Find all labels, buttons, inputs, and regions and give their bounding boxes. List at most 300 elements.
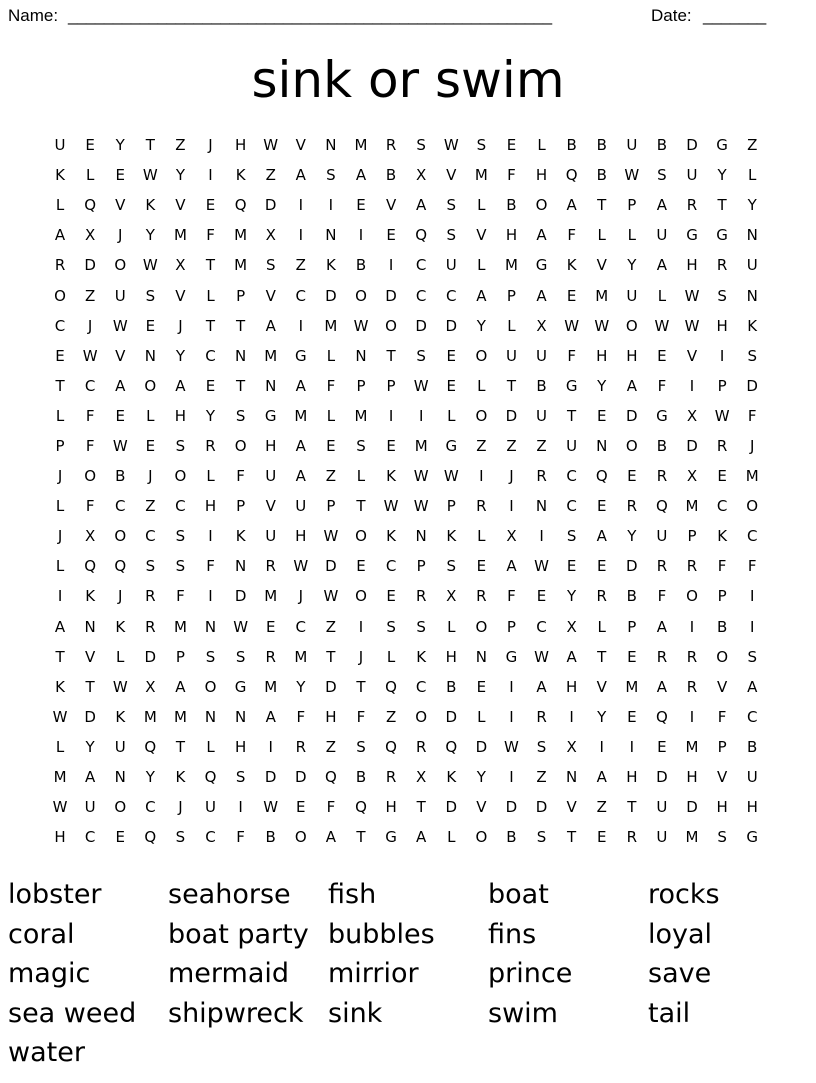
grid-letter: M	[625, 677, 639, 696]
grid-letter: L	[477, 196, 486, 215]
grid-letter: O	[686, 587, 698, 606]
grid-letter: J	[87, 316, 93, 335]
grid-letter: R	[145, 587, 156, 606]
grid-letter: A	[536, 286, 547, 305]
grid-letter: M	[354, 406, 368, 425]
grid-letter: K	[85, 587, 96, 606]
grid-letter: X	[536, 316, 547, 335]
grid-letter: O	[234, 436, 247, 455]
grid-letter: B	[446, 677, 457, 696]
grid-letter: M	[53, 768, 67, 787]
grid-letter: A	[566, 196, 577, 215]
grid-letter: P	[416, 557, 426, 576]
grid-letter: Y	[175, 166, 185, 185]
grid-letter: K	[145, 196, 156, 215]
grid-letter: M	[745, 467, 759, 486]
grid-letter: V	[115, 346, 126, 365]
grid-letter: P	[326, 497, 336, 516]
grid-letter: C	[205, 828, 216, 847]
grid-letter: I	[298, 316, 304, 335]
grid-letter: C	[145, 798, 156, 817]
grid-letter: B	[385, 166, 397, 185]
grid-letter: E	[145, 316, 156, 335]
grid-letter: Z	[325, 617, 337, 636]
grid-letter: B	[265, 828, 276, 847]
grid-letter: F	[747, 406, 757, 425]
grid-letter: E	[386, 587, 396, 606]
grid-letter: I	[388, 256, 394, 275]
grid-letter: A	[175, 376, 186, 395]
grid-letter: E	[446, 376, 456, 395]
grid-letter: A	[596, 768, 607, 787]
grid-letter: Q	[84, 196, 97, 215]
grid-letter: S	[386, 617, 396, 636]
grid-letter: I	[298, 196, 304, 215]
grid-letter: N	[204, 707, 217, 726]
grid-letter: L	[85, 166, 95, 185]
grid-letter: M	[234, 226, 248, 245]
grid-letter: R	[686, 677, 698, 696]
grid-letter: A	[656, 617, 668, 636]
grid-letter: T	[627, 798, 637, 817]
grid-letter: Q	[324, 768, 337, 787]
grid-letter: K	[416, 647, 427, 666]
grid-letter: C	[295, 286, 307, 305]
grid-letter: S	[717, 286, 727, 305]
grid-letter: U	[84, 798, 96, 817]
grid-letter: U	[205, 798, 216, 817]
grid-letter: S	[175, 527, 186, 546]
grid-letter: N	[325, 226, 337, 245]
grid-letter: I	[689, 617, 695, 636]
grid-letter: W	[112, 436, 128, 455]
grid-letter: X	[416, 166, 427, 185]
grid-letter: I	[749, 617, 755, 636]
grid-letter: F	[236, 467, 245, 486]
grid-letter: F	[326, 376, 336, 395]
grid-letter: F	[326, 798, 336, 817]
grid-letter: E	[386, 226, 396, 245]
grid-letter: R	[145, 617, 156, 636]
grid-letter: D	[626, 406, 638, 425]
grid-letter: P	[687, 527, 697, 546]
grid-letter: F	[747, 557, 757, 576]
grid-letter: K	[566, 256, 577, 275]
grid-letter: B	[506, 196, 517, 215]
grid-letter: S	[536, 737, 547, 756]
grid-letter: Y	[597, 707, 607, 726]
grid-letter: A	[295, 436, 306, 455]
grid-letter: D	[656, 768, 668, 787]
grid-letter: S	[235, 768, 246, 787]
grid-letter: D	[686, 436, 698, 455]
grid-letter: F	[296, 707, 306, 726]
grid-letter: I	[298, 226, 304, 245]
grid-letter: N	[234, 346, 247, 365]
grid-letter: E	[115, 828, 125, 847]
grid-letter: E	[596, 406, 607, 425]
grid-letter: V	[686, 346, 698, 365]
grid-letter: W	[413, 376, 429, 395]
grid-letter: I	[208, 587, 213, 606]
grid-letter: R	[295, 737, 307, 756]
grid-letter: N	[144, 346, 156, 365]
grid-letter: V	[476, 798, 487, 817]
grid-letter: V	[115, 196, 126, 215]
grid-letter: S	[536, 828, 547, 847]
grid-letter: Y	[145, 226, 155, 245]
grid-letter: A	[566, 647, 577, 666]
grid-letter: I	[57, 587, 63, 606]
grid-letter: U	[626, 136, 638, 155]
grid-letter: E	[265, 617, 276, 636]
grid-letter: V	[295, 136, 306, 155]
grid-letter: G	[716, 136, 728, 155]
grid-letter: K	[446, 527, 457, 546]
grid-letter: T	[145, 136, 155, 155]
grid-letter: B	[596, 166, 607, 185]
word-bank-item: save	[648, 958, 712, 989]
grid-letter: M	[685, 737, 699, 756]
grid-letter: D	[325, 677, 337, 696]
grid-letter: U	[114, 286, 126, 305]
grid-letter: R	[265, 557, 276, 576]
grid-letter: W	[443, 467, 459, 486]
grid-letter: P	[236, 286, 246, 305]
grid-letter: K	[175, 768, 186, 787]
grid-letter: X	[85, 527, 96, 546]
grid-letter: N	[234, 707, 247, 726]
grid-letter: G	[385, 828, 397, 847]
grid-letter: W	[323, 527, 339, 546]
grid-letter: O	[355, 587, 367, 606]
grid-letter: V	[716, 677, 728, 696]
grid-letter: W	[534, 647, 549, 666]
grid-letter: D	[746, 376, 758, 395]
grid-letter: A	[416, 828, 427, 847]
grid-letter: W	[233, 617, 249, 636]
grid-letter: N	[566, 768, 578, 787]
grid-letter: L	[657, 286, 667, 305]
grid-letter: H	[204, 497, 217, 516]
grid-letter: Y	[145, 768, 155, 787]
grid-letter: I	[208, 166, 213, 185]
grid-letter: I	[509, 677, 514, 696]
grid-letter: S	[416, 346, 426, 365]
grid-letter: O	[84, 467, 97, 486]
grid-letter: X	[85, 226, 96, 245]
grid-letter: D	[415, 316, 427, 335]
grid-letter: U	[536, 406, 548, 425]
date-label: Date:	[651, 6, 692, 25]
grid-letter: S	[175, 828, 186, 847]
grid-letter: V	[446, 166, 457, 185]
grid-letter: P	[356, 376, 366, 395]
grid-letter: Z	[175, 136, 186, 155]
grid-letter: C	[175, 497, 186, 516]
grid-letter: H	[385, 798, 397, 817]
grid-letter: W	[714, 406, 730, 425]
grid-letter: T	[236, 376, 246, 395]
grid-letter: J	[118, 226, 123, 245]
grid-letter: Z	[596, 798, 607, 817]
grid-letter: Y	[476, 316, 486, 335]
grid-letter: Y	[747, 196, 757, 215]
grid-letter: K	[235, 527, 246, 546]
grid-letter: W	[413, 467, 429, 486]
grid-letter: X	[686, 467, 698, 486]
grid-letter: R	[536, 707, 547, 726]
grid-letter: L	[447, 406, 456, 425]
grid-letter: R	[686, 557, 698, 576]
grid-letter: L	[55, 196, 65, 215]
grid-letter: E	[506, 136, 517, 155]
grid-letter: P	[446, 497, 456, 516]
grid-letter: O	[475, 828, 488, 847]
grid-letter: Q	[656, 497, 668, 516]
grid-letter: L	[146, 406, 155, 425]
grid-letter: G	[535, 256, 548, 275]
grid-letter: L	[477, 527, 486, 546]
grid-letter: J	[178, 798, 183, 817]
grid-letter: E	[596, 828, 607, 847]
grid-letter: A	[175, 677, 186, 696]
grid-letter: C	[746, 527, 758, 546]
grid-letter: P	[717, 737, 727, 756]
grid-letter: E	[326, 436, 336, 455]
grid-letter: F	[717, 557, 727, 576]
grid-letter: Q	[234, 196, 247, 215]
grid-letter: M	[414, 436, 428, 455]
grid-letter: C	[566, 497, 577, 516]
grid-letter: U	[686, 166, 698, 185]
grid-letter: E	[115, 166, 125, 185]
grid-letter: Q	[355, 798, 367, 817]
grid-letter: J	[148, 467, 153, 486]
grid-letter: C	[84, 828, 96, 847]
grid-letter: T	[356, 497, 366, 516]
word-bank-item: sea weed	[8, 997, 137, 1029]
grid-letter: T	[356, 828, 366, 847]
grid-letter: W	[263, 798, 279, 817]
word-bank-item: fish	[328, 879, 377, 910]
grid-letter: D	[626, 557, 638, 576]
grid-letter: L	[206, 467, 215, 486]
grid-letter: H	[505, 226, 518, 245]
grid-letter: E	[386, 436, 396, 455]
name-blank-line: ______________________________________________________	[68, 6, 552, 25]
grid-letter: D	[505, 406, 518, 425]
grid-letter: C	[415, 256, 427, 275]
grid-letter: W	[112, 677, 128, 696]
grid-letter: R	[205, 436, 216, 455]
grid-letter: D	[264, 196, 277, 215]
grid-letter: Z	[476, 436, 487, 455]
grid-letter: W	[504, 737, 519, 756]
grid-letter: R	[476, 497, 487, 516]
grid-letter: K	[386, 467, 396, 486]
grid-letter: A	[656, 677, 668, 696]
grid-letter: D	[295, 768, 307, 787]
grid-letter: T	[567, 828, 577, 847]
grid-letter: O	[746, 497, 759, 516]
grid-letter: X	[265, 226, 276, 245]
grid-letter: A	[506, 557, 517, 576]
grid-letter: J	[118, 587, 123, 606]
grid-letter: E	[205, 376, 216, 395]
grid-letter: U	[656, 798, 668, 817]
grid-letter: S	[265, 256, 276, 275]
grid-letter: Z	[295, 256, 306, 275]
grid-letter: L	[326, 406, 336, 425]
grid-letter: I	[629, 737, 635, 756]
grid-letter: O	[294, 828, 307, 847]
grid-letter: P	[506, 617, 516, 636]
grid-letter: W	[564, 316, 580, 335]
grid-letter: E	[85, 136, 95, 155]
grid-letter: Z	[325, 467, 337, 486]
grid-letter: D	[84, 707, 96, 726]
grid-letter: G	[505, 647, 518, 666]
grid-letter: R	[626, 497, 638, 516]
grid-letter: D	[445, 707, 458, 726]
grid-letter: H	[325, 707, 337, 726]
grid-letter: L	[477, 376, 486, 395]
grid-letter: D	[234, 587, 247, 606]
grid-letter: W	[383, 497, 399, 516]
word-bank-item: shipwreck	[168, 997, 304, 1029]
grid-letter: M	[264, 587, 278, 606]
grid-letter: R	[656, 647, 668, 666]
grid-letter: S	[416, 617, 426, 636]
grid-letter: H	[596, 346, 608, 365]
grid-letter: W	[52, 798, 68, 817]
grid-letter: W	[293, 557, 309, 576]
grid-letter: Q	[204, 768, 217, 787]
grid-letter: S	[446, 557, 457, 576]
grid-letter: L	[326, 346, 336, 365]
grid-letter: K	[386, 527, 396, 546]
grid-letter: A	[656, 256, 668, 275]
word-bank-item: loyal	[648, 918, 713, 950]
grid-letter: A	[115, 376, 126, 395]
grid-letter: W	[52, 707, 68, 726]
grid-letter: M	[143, 707, 157, 726]
grid-letter: D	[686, 136, 698, 155]
grid-letter: D	[264, 768, 277, 787]
grid-letter: S	[145, 286, 156, 305]
grid-letter: A	[85, 768, 96, 787]
name-label: Name:	[8, 6, 59, 25]
grid-letter: S	[356, 737, 366, 756]
grid-letter: N	[204, 617, 217, 636]
grid-letter: P	[717, 376, 727, 395]
grid-letter: M	[294, 647, 308, 666]
grid-letter: R	[686, 196, 698, 215]
grid-letter: I	[719, 346, 725, 365]
grid-letter: Q	[144, 828, 157, 847]
word-bank-item: boat party	[168, 918, 309, 950]
grid-letter: H	[174, 406, 187, 425]
grid-letter: O	[475, 617, 488, 636]
grid-letter: E	[627, 707, 637, 726]
grid-letter: K	[115, 707, 126, 726]
word-bank-item: mermaid	[168, 958, 290, 989]
grid-letter: L	[447, 828, 456, 847]
grid-letter: M	[173, 617, 187, 636]
grid-letter: L	[748, 166, 757, 185]
grid-letter: D	[445, 798, 458, 817]
grid-letter: D	[535, 798, 548, 817]
grid-letter: Y	[85, 737, 95, 756]
grid-letter: D	[445, 316, 458, 335]
grid-letter: I	[509, 707, 514, 726]
grid-letter: F	[206, 557, 215, 576]
grid-letter: H	[566, 677, 578, 696]
grid-letter: U	[566, 436, 578, 455]
grid-letter: H	[716, 798, 728, 817]
grid-letter: M	[173, 707, 187, 726]
grid-letter: R	[626, 828, 638, 847]
grid-letter: J	[178, 316, 183, 335]
grid-letter: V	[476, 226, 487, 245]
grid-letter: F	[567, 226, 576, 245]
grid-letter: H	[686, 256, 698, 275]
grid-letter: A	[656, 196, 668, 215]
grid-letter: C	[295, 617, 307, 636]
grid-letter: L	[477, 256, 486, 275]
grid-letter: J	[208, 136, 213, 155]
grid-letter: K	[115, 617, 126, 636]
grid-letter: W	[263, 136, 279, 155]
grid-letter: U	[656, 527, 668, 546]
grid-letter: E	[627, 647, 637, 666]
grid-letter: L	[537, 136, 546, 155]
grid-letter: L	[627, 226, 636, 245]
grid-letter: N	[596, 436, 608, 455]
grid-letter: W	[353, 316, 369, 335]
grid-letter: H	[746, 798, 758, 817]
grid-letter: G	[264, 406, 277, 425]
grid-letter: E	[536, 587, 547, 606]
grid-letter: J	[358, 647, 364, 666]
grid-letter: S	[205, 647, 216, 666]
grid-letter: H	[54, 828, 66, 847]
grid-letter: C	[114, 497, 126, 516]
grid-letter: M	[294, 406, 308, 425]
grid-letter: E	[55, 346, 65, 365]
grid-letter: E	[476, 677, 487, 696]
grid-letter: N	[265, 376, 277, 395]
grid-letter: L	[447, 617, 456, 636]
grid-letter: Z	[85, 286, 96, 305]
grid-letter: I	[479, 467, 484, 486]
grid-letter: S	[416, 136, 426, 155]
grid-letter: F	[717, 707, 727, 726]
grid-letter: M	[264, 677, 278, 696]
grid-letter: T	[205, 256, 216, 275]
grid-letter: L	[597, 617, 606, 636]
grid-letter: M	[234, 256, 248, 275]
grid-letter: I	[749, 587, 755, 606]
grid-letter: I	[418, 406, 424, 425]
grid-letter: V	[175, 286, 186, 305]
grid-letter: V	[596, 256, 607, 275]
grid-letter: D	[325, 286, 337, 305]
grid-letter: W	[112, 316, 128, 335]
word-bank-item: tail	[648, 997, 691, 1029]
grid-letter: U	[626, 286, 638, 305]
